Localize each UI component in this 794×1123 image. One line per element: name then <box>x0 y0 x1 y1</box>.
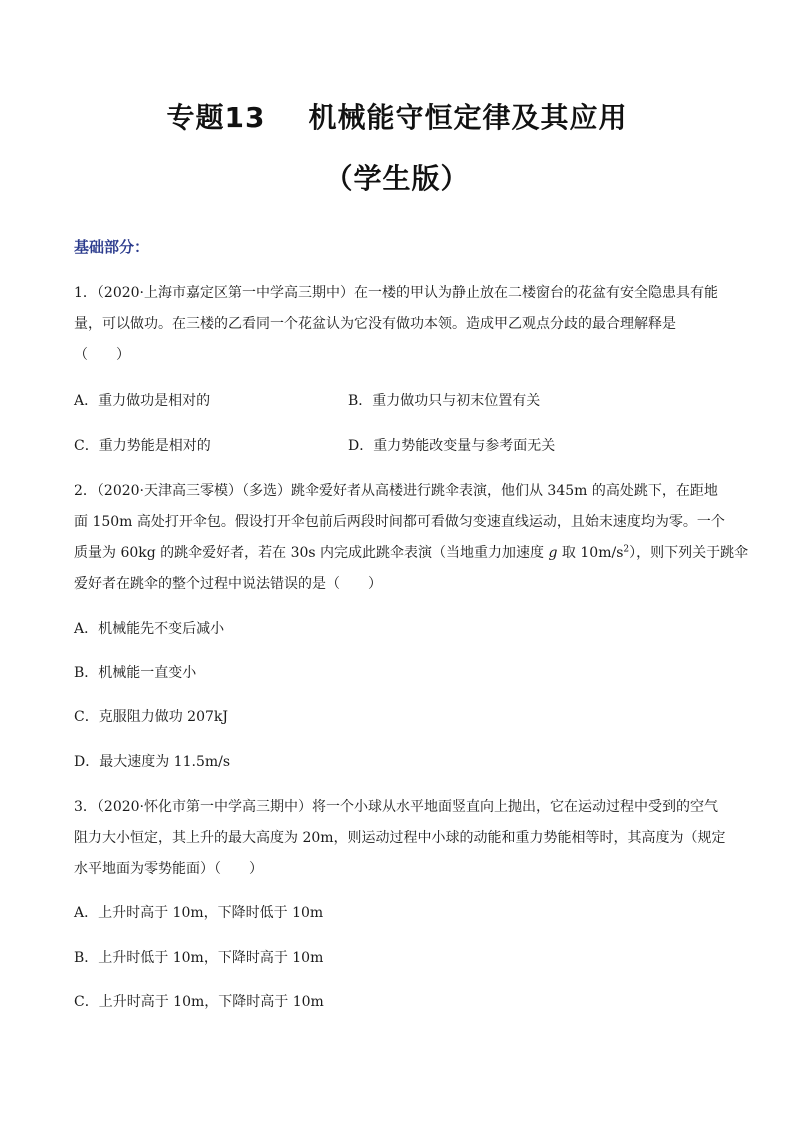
q1-stem-line-2: 量，可以做功。在三楼的乙看同一个花盆认为它没有做功本领。造成甲乙观点分歧的最合理解释是 <box>74 316 676 332</box>
section-heading: 基础部分： <box>74 238 150 256</box>
q2-option-d: D．最大速度为 11.5m/s <box>74 754 231 770</box>
q3-option-c: C．上升时高于 10m，下降时高于 10m <box>74 994 324 1010</box>
q3-option-b: B．上升时低于 10m，下降时高于 10m <box>74 950 324 966</box>
q2-option-b: B．机械能一直变小 <box>74 665 197 681</box>
q1-option-c: C．重力势能是相对的 <box>74 438 211 454</box>
q2-stem-line-4: 爱好者在跳伞的整个过程中说法错误的是（ ） <box>74 576 382 592</box>
q1-option-a: A．重力做功是相对的 <box>74 393 211 409</box>
q2-stem-line-1: 2．（2020·天津高三零模）（多选）跳伞爱好者从高楼进行跳伞表演，他们从 345m 的高处跳下，在距地 <box>74 483 718 499</box>
q1-option-b: B．重力做功只与初末位置有关 <box>348 393 541 409</box>
q2-line3-mid: 取 10m/s <box>557 545 624 561</box>
q3-option-a: A．上升时高于 10m，下降时低于 10m <box>74 905 324 921</box>
q2-line3-g: g <box>548 545 558 561</box>
q2-line3-post: ），则下列关于跳伞 <box>629 545 749 561</box>
q2-stem-line-3 <box>74 543 748 563</box>
q1-stem-line-1: 1．（2020·上海市嘉定区第一中学高三期中）在一楼的甲认为静止放在二楼窗台的花盆有安全隐患具有能 <box>74 285 718 301</box>
page-title: 专题13 机械能守恒定律及其应用 <box>166 101 628 134</box>
q2-line3-exp: 2 <box>623 544 630 555</box>
q2-option-a: A．机械能先不变后减小 <box>74 621 225 637</box>
q3-stem-line-3: 水平地面为零势能面）（ ） <box>74 861 263 877</box>
q2-option-c: C．克服阻力做功 207kJ <box>74 709 228 725</box>
q2-line3-pre: 质量为 60kg 的跳伞爱好者，若在 30s 内完成此跳伞表演（当地重力加速度 <box>74 545 549 561</box>
q3-stem-line-1: 3．（2020·怀化市第一中学高三期中）将一个小球从水平地面竖直向上抛出，它在运动过程中受到的空气 <box>74 799 718 815</box>
q1-stem-line-3: （ ） <box>74 347 130 363</box>
q1-option-d: D．重力势能改变量与参考面无关 <box>348 438 556 454</box>
q2-stem-line-2: 面 150m 高处打开伞包。假设打开伞包前后两段时间都可看做匀变速直线运动，且始末速度均为零。一个 <box>74 514 725 530</box>
page-subtitle: （学生版） <box>324 162 470 195</box>
q3-stem-line-2: 阻力大小恒定，其上升的最大高度为 20m，则运动过程中小球的动能和重力势能相等时，其高度为（规定 <box>74 830 726 846</box>
